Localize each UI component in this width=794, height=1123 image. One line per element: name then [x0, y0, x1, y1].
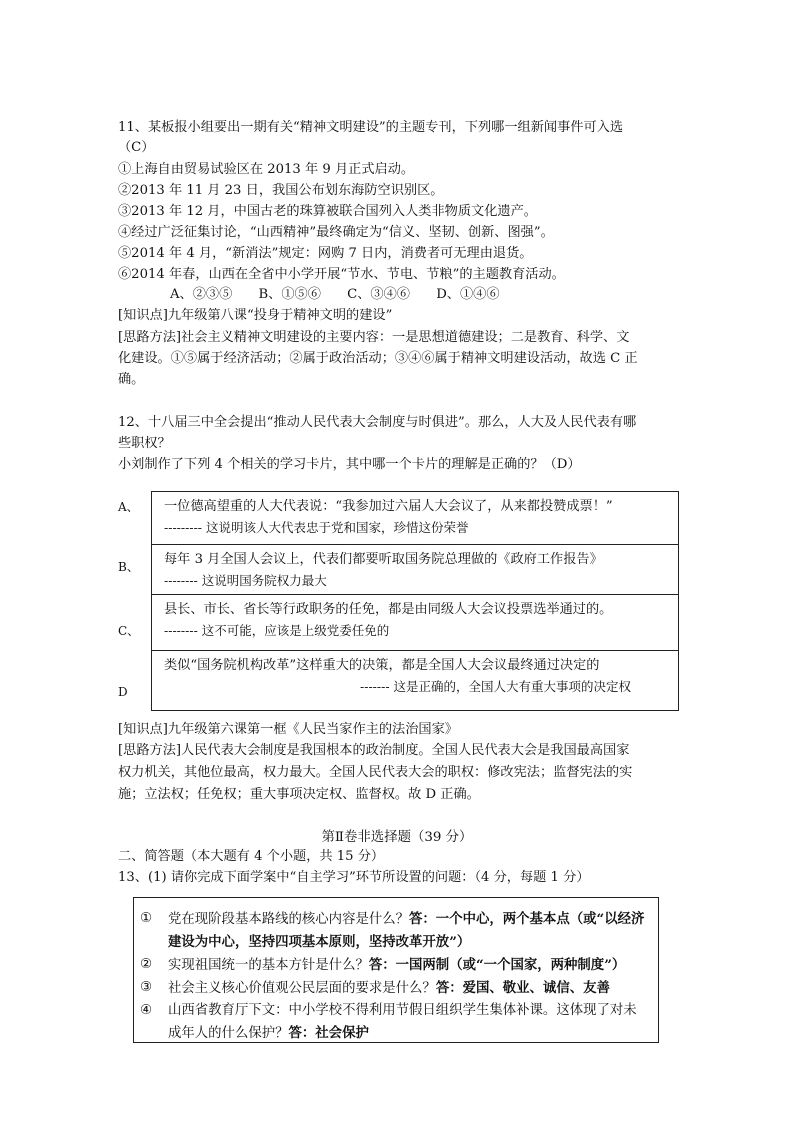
- q12-method-line2: 权力机关，其他位最高，权力最大。全国人民代表大会的职权：修改宪法；监督宪法的实: [118, 765, 633, 780]
- q11-options: [170, 285, 522, 305]
- row-question: 实现祖国统一的基本方针是什么？: [168, 958, 369, 973]
- row-answer: 答：一国两制（或“一个国家，两种制度”）: [368, 957, 626, 973]
- q11-item-3: ③2013 年 12 月，中国古老的珠算被联合国列入人类非物质文化遗产。: [118, 204, 537, 219]
- q12-method-line1: [思路方法]人民代表大会制度是我国根本的政治制度。全国人民代表大会是我国最高国家: [118, 743, 630, 758]
- row-answer: 答：社会保护: [288, 1025, 369, 1041]
- card-b-comment: -------- 这说明国务院权力最大: [164, 573, 327, 588]
- q11-option-d: D、①④⑥: [436, 287, 500, 302]
- study-card-a: [152, 492, 678, 544]
- q12-stem-line2: 些职权？: [118, 436, 171, 451]
- q11-method-line3: 确。: [118, 372, 145, 387]
- q11-method-line1: [思路方法]社会主义精神文明建设的主要内容：一是思想道德建设；二是教育、科学、文: [118, 330, 630, 345]
- card-b-text: 每年 3 月全国人会议上，代表们都要听取国务院总理做的《政府工作报告》: [164, 552, 603, 567]
- q11-item-2: ②2013 年 11 月 23 日，我国公布划东海防空识别区。: [118, 183, 444, 198]
- section-title: 第Ⅱ卷非选择题（39 分）: [321, 830, 473, 845]
- row-answer: 答：爱国、敬业、诚信、友善: [435, 980, 610, 996]
- card-d-label: D: [118, 685, 128, 699]
- study-card-d: [152, 650, 678, 710]
- self-study-row-1: [140, 908, 648, 954]
- q12-method-line3: 施；立法权；任免权；重大事项决定权、监督权。故 D 正确。: [118, 787, 480, 802]
- study-card-b: [152, 544, 678, 594]
- q11-stem-line2: （C）: [118, 140, 155, 155]
- q13-stem: 13、(1) 请你完成下面学案中“自主学习”环节所设置的问题：（4 分，每题 1 分）: [118, 870, 590, 885]
- card-a-comment: --------- 这说明该人大代表忠于党和国家，珍惜这份荣誉: [164, 520, 469, 535]
- row-number: ②: [140, 957, 153, 972]
- q11-stem-line1: 11、某板报小组要出一期有关“精神文明建设”的主题专刊，下列哪一组新闻事件可入选: [118, 120, 624, 135]
- row-answer: 答：一个中心，两个基本点（或“以经济建设为中心，坚持四项基本原则，坚持改革开放”）: [168, 911, 645, 950]
- q11-item-4: ④经过广泛征集讨论，“山西精神”最终确定为“信义、坚韧、创新、图强”。: [118, 225, 554, 240]
- q11-item-6: ⑥2014 年春，山西在全省中小学开展“节水、节电、节粮”的主题教育活动。: [118, 267, 565, 282]
- q11-option-b: B、①⑤⑥: [258, 287, 321, 302]
- self-study-row-2: [140, 954, 648, 977]
- q12-stem-line1: 12、十八届三中全会提出“推动人民代表大会制度与时俱进”。那么，人大及人民代表有哪: [118, 415, 637, 430]
- section-part-heading: 二、简答题（本大题有 4 个小题，共 15 分）: [118, 849, 385, 864]
- card-b-label: B、: [118, 560, 139, 574]
- q12-stem-line3: 小刘制作了下列 4 个相关的学习卡片，其中哪一个卡片的理解是正确的？（D）: [118, 457, 581, 472]
- row-number: ④: [140, 1003, 153, 1018]
- card-c-label: C、: [118, 624, 140, 638]
- card-d-text: 类似“国务院机构改革”这样重大的决策，都是全国人大会议最终通过决定的: [164, 658, 600, 673]
- card-d-comment: ------- 这是正确的，全国人大有重大事项的决定权: [360, 679, 632, 694]
- q11-method-line2: 化建设。①⑤属于经济活动；②属于政治活动；③④⑥属于精神文明建设活动，故选 C 正: [118, 351, 638, 366]
- q11-option-c: C、③④⑥: [347, 287, 410, 302]
- row-number: ③: [140, 980, 153, 995]
- card-c-text: 县长、市长、省长等行政职务的任免，都是由同级人大会议投票选举通过的。: [164, 602, 613, 617]
- card-a-text: 一位德高望重的人大代表说：“我参加过六届人大会议了，从来都投赞成票！”: [164, 499, 613, 514]
- row-number: ①: [140, 911, 153, 926]
- card-c-comment: -------- 这不可能，应该是上级党委任免的: [164, 623, 390, 638]
- self-study-row-3: [140, 977, 648, 1000]
- study-cards: [151, 491, 679, 711]
- card-a-label: A、: [118, 500, 139, 514]
- self-study-box: [133, 897, 659, 1043]
- study-card-c: [152, 594, 678, 650]
- self-study-row-4: [140, 1000, 648, 1045]
- row-question: 社会主义核心价值观公民层面的要求是什么？: [168, 981, 436, 996]
- q11-knowledge: [知识点]九年级第八课“投身于精神文明的建设”: [118, 308, 393, 323]
- row-question: 党在现阶段基本路线的核心内容是什么？: [168, 912, 410, 927]
- q12-knowledge: [知识点]九年级第六课第一框《人民当家作主的法治国家》: [118, 722, 458, 737]
- q11-option-a: A、②③⑤: [170, 287, 233, 302]
- row-question: 山西省教育厅下文：中小学校不得利用节假日组织学生集体补课。这体现了对未成年人的什么保护？: [168, 1003, 637, 1041]
- q11-item-5: ⑤2014 年 4 月，“新消法”规定：网购 7 日内，消费者可无理由退货。: [118, 246, 533, 261]
- q11-item-1: ①上海自由贸易试验区在 2013 年 9 月正式启动。: [118, 162, 415, 177]
